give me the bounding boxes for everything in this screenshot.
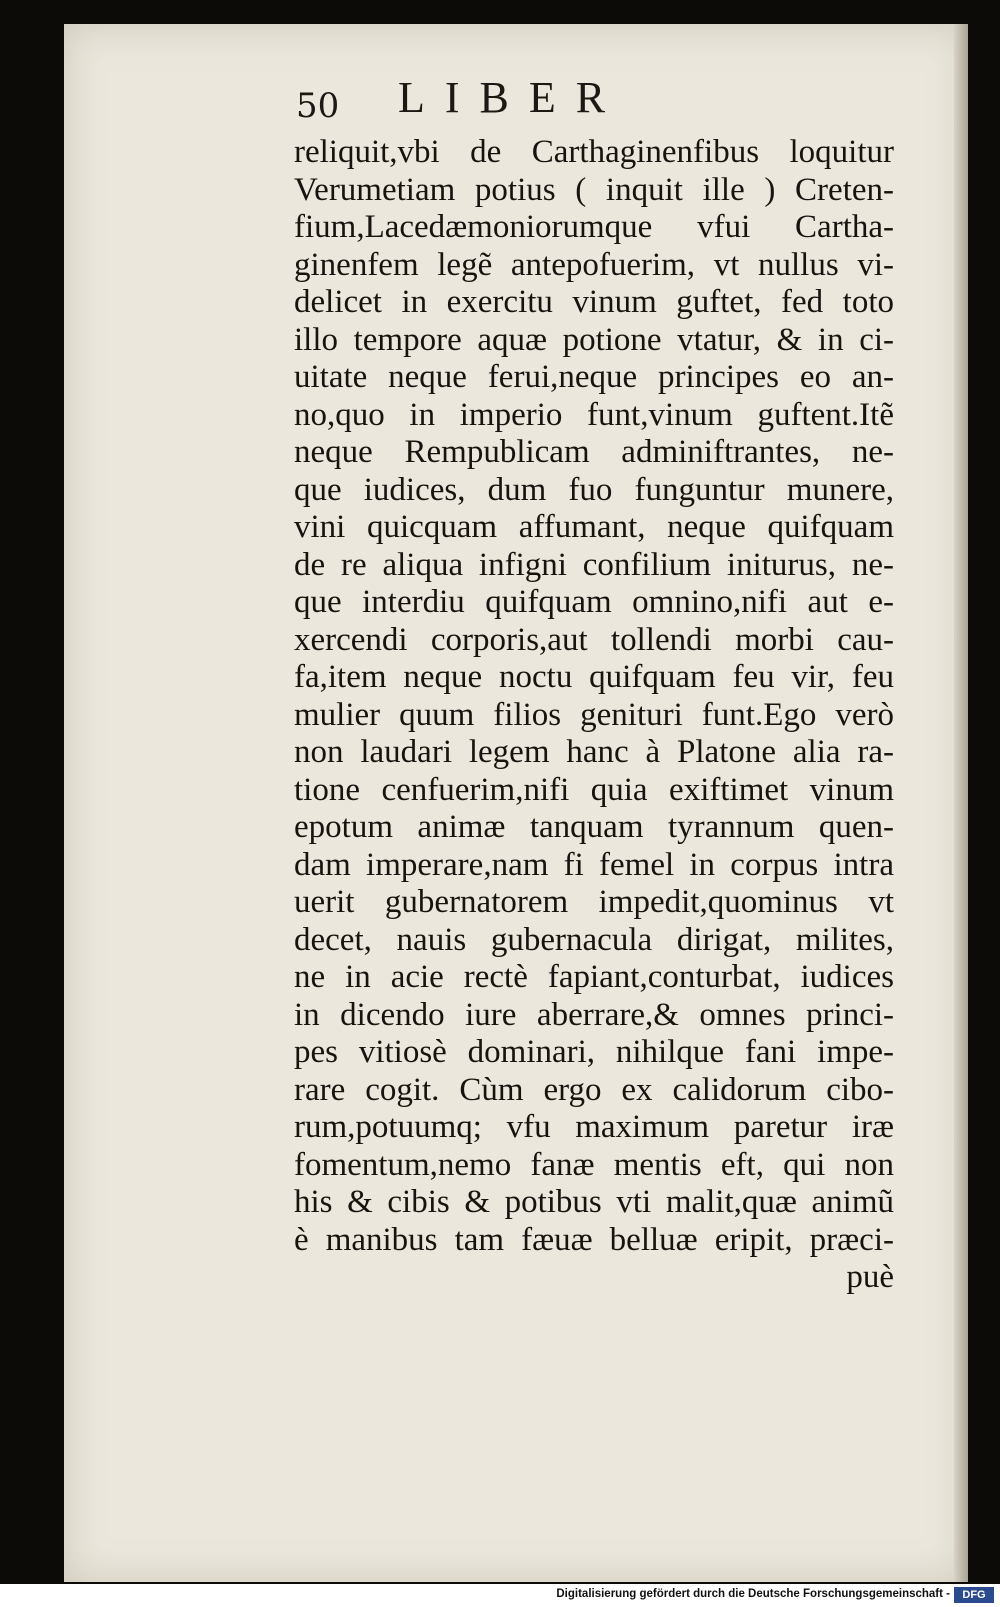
text-line: xercendi corporis,aut tollendi morbi cau- [294, 621, 894, 658]
text-line: vini quicquam affumant, neque quifquam [294, 509, 894, 545]
text-line: Verumetiam potius ( inquit ille ) Creten- [294, 171, 894, 208]
text-line: ne in acie rectè fapiant,conturbat, iudices [294, 959, 894, 995]
text-line: decet, nauis gubernacula dirigat, milites, [294, 921, 894, 958]
text-line: rum,potuumq; vfu maximum paretur iræ [294, 1109, 894, 1145]
text-line: è manibus tam fæuæ belluæ eripit, præci- [294, 1221, 894, 1258]
text-line: de re aliqua infigni confilium initurus, ne- [294, 546, 894, 583]
text-line: pes vitiosè dominari, nihilque fani impe- [294, 1034, 894, 1070]
text-line: illo tempore aquæ potione vtatur, & in ci- [294, 321, 894, 358]
text-line: uerit gubernatorem impedit,quominus vt [294, 884, 894, 920]
text-line: fomentum,nemo fanæ mentis eft, qui non [294, 1146, 894, 1183]
text-line: ginenfem legẽ antepofuerim, vt nullus vi- [294, 246, 894, 283]
page-header [296, 72, 776, 134]
dfg-logo: DFG [954, 1587, 994, 1603]
text-line: mulier quum filios genituri funt.Ego verò [294, 696, 894, 733]
text-line: rare cogit. Cùm ergo ex calidorum cibo- [294, 1071, 894, 1108]
page-number: 50 [296, 86, 340, 126]
footer-credit: Digitalisierung gefördert durch die Deutsche Forschungsgemeinschaft - [556, 1588, 950, 1600]
text-line: que iudices, dum fuo funguntur munere, [294, 471, 894, 508]
text-line: que interdiu quifquam omnino,nifi aut e- [294, 584, 894, 620]
text-line: reliquit,vbi de Carthaginenfibus loquitur [294, 134, 894, 170]
text-line: neque Rempublicam adminiftrantes, ne- [294, 434, 894, 470]
text-line: epotum animæ tanquam tyrannum quen- [294, 809, 894, 845]
running-head: LIBER [398, 73, 626, 122]
text-line: uitate neque ferui,neque principes eo an- [294, 359, 894, 395]
text-line: fa,item neque noctu quifquam feu vir, feu [294, 659, 894, 695]
text-line: his & cibis & potibus vti malit,quæ animũ [294, 1184, 894, 1220]
text-line: in dicendo iure aberrare,& omnes princi- [294, 996, 894, 1033]
text-line: no,quo in imperio funt,vinum guftent.Itẽ [294, 396, 894, 433]
text-line: non laudari legem hanc à Platone alia ra- [294, 734, 894, 770]
digitization-footer [0, 1584, 1000, 1607]
text-line: tione cenfuerim,nifi quia exiftimet vinum [294, 771, 894, 808]
page-edge [954, 24, 968, 1582]
text-line: delicet in exercitu vinum guftet, fed toto [294, 284, 894, 320]
text-line: dam imperare,nam fi femel in corpus intra [294, 846, 894, 883]
text-line: fium,Lacedæmoniorumque vfui Cartha- [294, 209, 894, 245]
catchword: puè [846, 1259, 894, 1295]
body-text [294, 134, 894, 1297]
